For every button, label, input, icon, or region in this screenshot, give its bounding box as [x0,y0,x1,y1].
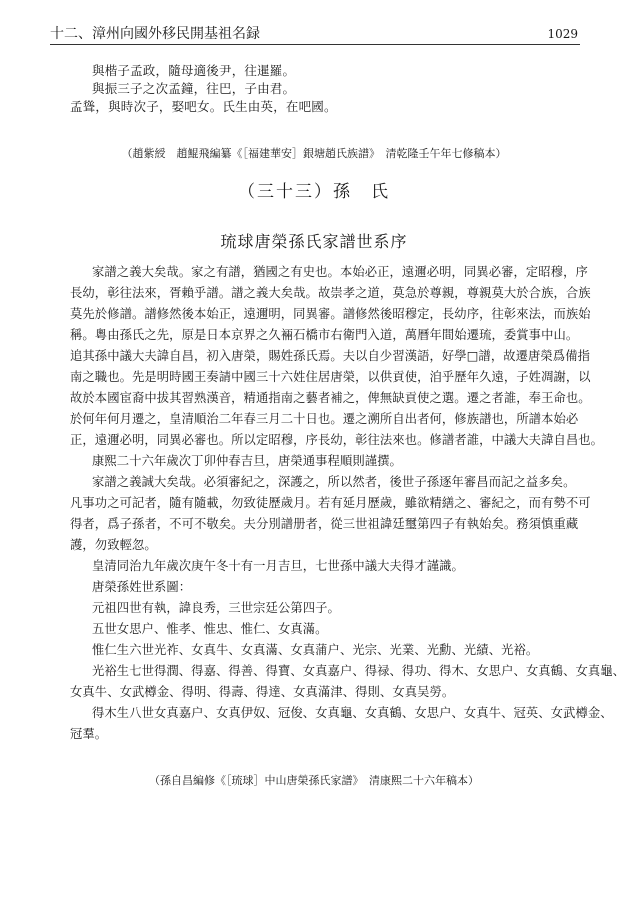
body-line: 追其孫中議大夫諱自昌，初入唐榮，賜姓孫氏焉。夫以自少習漢語，好學□譜，故遷唐榮爲備指 [70,349,590,363]
body-line: 故於本國宦裔中拔其習熟漢音，精通指南之藝者補之，俾無缺貢使之選。遷之者誰，奉王命也。 [70,391,591,405]
body-line: 稱。粵由孫氏之先，原是日本京界之久裲石橋市右衛門入道，萬曆年間始遷琉，委賞事中山。 [70,328,579,342]
body-line: 家譜之義誠大矣哉。必須審紀之，深護之，所以然者，後世子孫逐年審昌而記之益多矣。 [92,475,576,489]
genealogy-line: 與振三子之次孟鐘，往巴，子由君。 [92,81,296,96]
body-line: 長幼，彰往法來，胥賴乎譜。譜之義大矣哉。故崇孝之道，莫急於尊親，尊親莫大於合族，合族 [70,286,591,300]
body-line: 康熙二十六年歲次丁卯仲春吉旦，唐榮通事程順則謹撰。 [92,454,402,468]
source-citation: （孫自昌編修《［琉球］中山唐榮孫氏家譜》 清康熙二十六年稿本） [149,774,479,787]
section-title: （三十三）孫 氏 [238,182,390,202]
body-line: 護，勿致輕忽。 [70,538,157,552]
chapter-title: 十二、漳州向國外移民開基祖名録 [50,26,260,42]
body-line: 凡事功之可記者，隨有隨載，勿致徒歷歲月。若有延月歷歲，雖欲精繕之、審紀之，而有勢不可 [70,496,591,510]
body-line: 光裕生七世得潤、得嘉、得善、得寶、女真嘉户、得禄、得功、得木、女思户、女真鶴、女真龜、 [92,664,626,678]
body-line: 莫先於修譜。譜修然後本始正，遠邇明，同異審。譜修然後昭穆定，長幼序，往彰來法，而族始 [70,307,591,321]
genealogy-line: 孟聳，與時次子，娶吧女。氏生由英，在吧國。 [70,99,337,114]
body-line: 唐榮孫姓世系圖： [92,580,192,594]
body-line: 惟仁生六世光祚、女真牛、女真滿、女真蒲户、光宗、光業、光勳、光績、光裕。 [92,643,539,657]
body-line: 元祖四世有執，諱良秀，三世宗廷公第四子。 [92,601,340,615]
body-line: 得木生八世女真嘉户、女真伊奴、冠俊、女真龜、女真鶴、女思户、女真牛、冠英、女武樽金、 [92,706,613,720]
document-title: 琉球唐榮孫氏家譜世系序 [220,232,408,251]
header-rule [50,44,580,45]
body-line: 皇清同治九年歲次庚午冬十有一月吉旦，七世孫中議大夫得才謹識。 [92,559,464,573]
body-line: 南之職也。先是明時國王奏請中國三十六姓住居唐榮，以供貢使，洎乎歷年久遠，子姓凋謝，以 [70,370,591,384]
body-line: 於何年何月遷之，皇清順治二年春三月二十日也。遷之溯所自出者何，修族譜也，所譜本始必 [70,412,579,426]
body-line: 冠羣。 [70,727,108,741]
body-line: 得者，爲子孫者，不可不敬矣。夫分別譜册者，從三世祖諱廷璽第四子有執始矣。務須慎重藏 [70,517,579,531]
body-line: 家譜之義大矣哉。家之有譜，猶國之有史也。本始必正，遠邇必明，同異必審，定昭穆，序 [92,265,588,279]
page-header [50,24,578,44]
body-line: 女真牛、女武樽金、得明、得壽、得達、女真滿津、得則、女真吴勞。 [70,685,455,699]
page-number: 1029 [547,27,578,41]
source-citation: （趙紫綬 趙鯤飛編纂《［福建華安］銀塘趙氏族譜》 清乾隆壬午年七修稿本） [121,147,507,160]
body-line: 正，遠邇必明，同異必審也。所以定昭穆，序長幼，彰往法來也。修譜者誰，中議大夫諱自昌也。 [70,433,604,447]
body-line: 五世女思户、惟孝、惟忠、惟仁、女真滿。 [92,622,328,636]
genealogy-line: 與楷子孟政，隨母適後尹，往暹羅。 [92,63,296,78]
